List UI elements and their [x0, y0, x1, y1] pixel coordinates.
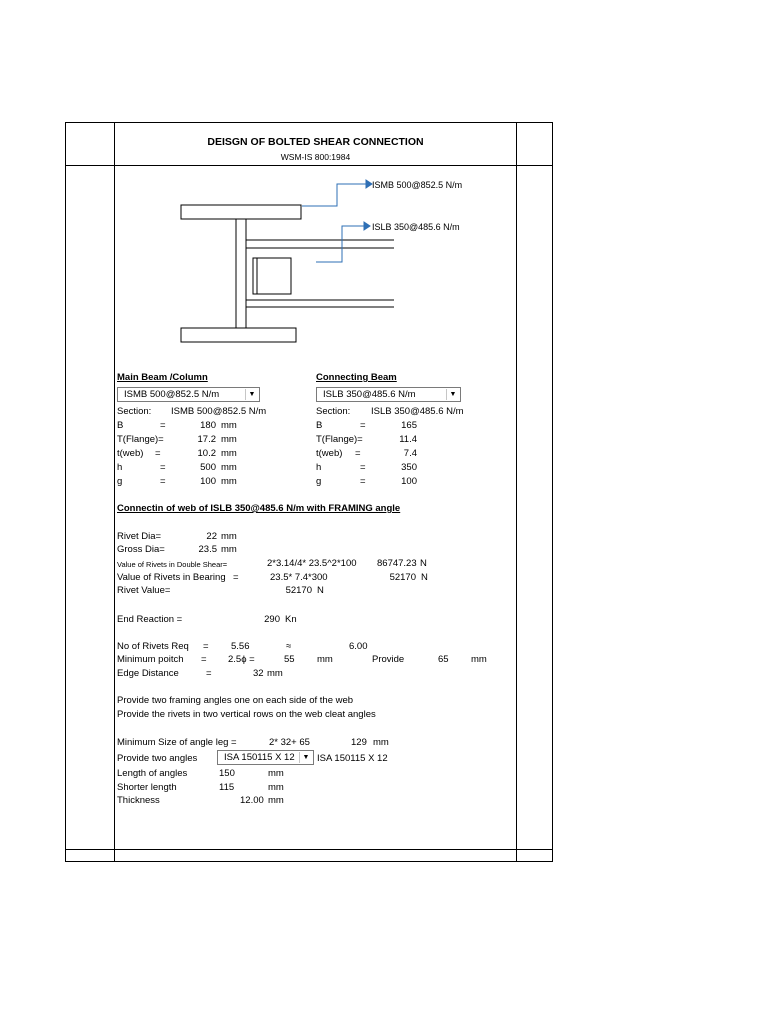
- conn-row-eq: =: [355, 448, 361, 459]
- pitch-formula: 2.5ϕ =: [228, 654, 255, 665]
- min-leg-formula: 2* 32+ 65: [269, 737, 310, 748]
- edge-value: 32: [253, 668, 264, 679]
- main-beam-heading: Main Beam /Column: [117, 372, 208, 383]
- conn-row-label: B: [316, 420, 323, 431]
- conn-row-label: T(Flange)=: [316, 434, 363, 445]
- connecting-beam-heading: Connecting Beam: [316, 372, 397, 383]
- main-row-label: T(Flange)=: [117, 434, 164, 445]
- conn-row-value: 100: [401, 476, 417, 487]
- main-row-unit: mm: [221, 476, 237, 487]
- min-leg-label: Minimum Size of angle leg =: [117, 737, 237, 748]
- bearing-formula: 23.5* 7.4*300: [270, 572, 328, 583]
- end-reaction-value: 290: [264, 614, 280, 625]
- connecting-beam-select[interactable]: [316, 387, 461, 402]
- main-row-eq: =: [155, 448, 161, 459]
- shorter-label: Shorter length: [117, 782, 177, 793]
- bearing-unit: N: [421, 572, 428, 583]
- shorter-value: 115: [219, 782, 235, 793]
- page-title: DEISGN OF BOLTED SHEAR CONNECTION: [207, 136, 424, 148]
- thickness-unit: mm: [268, 795, 284, 806]
- thickness-value: 12.00: [240, 795, 264, 806]
- main-row-unit: mm: [221, 434, 237, 445]
- angle-select[interactable]: [217, 750, 314, 765]
- conn-row-value: 165: [401, 420, 417, 431]
- gross-dia-value: 23.5: [198, 544, 217, 555]
- gross-dia-label: Gross Dia=: [117, 544, 165, 555]
- double-shear-unit: N: [420, 558, 427, 569]
- conn-row-value: 350: [401, 462, 417, 473]
- main-row-value: 500: [200, 462, 216, 473]
- main-row-unit: mm: [221, 448, 237, 459]
- bearing-eq: =: [233, 572, 239, 583]
- main-row-value: 100: [200, 476, 216, 487]
- pitch-eq: =: [201, 654, 207, 665]
- main-row-unit: mm: [221, 420, 237, 431]
- main-row-eq: =: [160, 476, 166, 487]
- conn-row-label: g: [316, 476, 322, 487]
- chevron-down-icon[interactable]: ▼: [299, 752, 312, 763]
- main-row-value: 180: [200, 420, 216, 431]
- rivet-dia-unit: mm: [221, 531, 237, 542]
- no-rivets-rounded: 6.00: [349, 641, 368, 652]
- main-beam-top-flange: [181, 205, 301, 219]
- no-rivets-value: 5.56: [231, 641, 250, 652]
- conn-section-value: ISLB 350@485.6 N/m: [371, 406, 464, 417]
- main-row-value: 17.2: [197, 434, 216, 445]
- conn-row-label: h: [316, 462, 322, 473]
- main-row-unit: mm: [221, 462, 237, 473]
- double-shear-formula: 2*3.14/4* 23.5^2*100: [267, 558, 357, 569]
- double-shear-value: 86747.23: [377, 558, 417, 569]
- main-section-label: Section:: [117, 406, 152, 417]
- page-subtitle: WSM-IS 800:1984: [280, 152, 351, 162]
- provide-value: 65: [438, 654, 449, 665]
- leader-line-main: [302, 184, 366, 206]
- double-shear-label: Value of Rivets in Double Shear=: [117, 560, 228, 569]
- length-value: 150: [219, 768, 235, 779]
- pitch-value: 55: [284, 654, 295, 665]
- main-beam-select-value: ISMB 500@852.5 N/m: [124, 389, 220, 400]
- no-rivets-label: No of Rivets Req: [117, 641, 189, 652]
- length-label: Length of angles: [117, 768, 188, 779]
- no-rivets-eq: =: [203, 641, 209, 652]
- pitch-label: Minimum poitch: [117, 654, 184, 665]
- arrow-head-connecting: [364, 222, 370, 230]
- end-reaction-label: End Reaction =: [117, 614, 183, 625]
- conn-row-value: 7.4: [403, 448, 417, 459]
- connection-heading: Connectin of web of ISLB 350@485.6 N/m with FRAMING angle: [117, 503, 401, 514]
- min-leg-unit: mm: [373, 737, 389, 748]
- rivet-value-unit: N: [317, 585, 324, 596]
- provide-angles-label: Provide two angles: [117, 753, 198, 764]
- chevron-down-icon[interactable]: ▼: [446, 389, 459, 400]
- rivet-dia-value: 22: [206, 531, 217, 542]
- note-rivet-rows: Provide the rivets in two vertical rows on the web cleat angles: [117, 709, 376, 720]
- label-connecting-beam: ISLB 350@485.6 N/m: [372, 222, 460, 232]
- gross-dia-unit: mm: [221, 544, 237, 555]
- main-row-eq: =: [160, 420, 166, 431]
- main-row-eq: =: [160, 462, 166, 473]
- bearing-value: 52170: [389, 572, 416, 583]
- conn-row-value: 11.4: [399, 434, 417, 445]
- angle-value: ISA 150115 X 12: [317, 753, 388, 764]
- conn-row-eq: =: [360, 476, 366, 487]
- approx-symbol: ≈: [286, 641, 292, 652]
- main-row-label: B: [117, 420, 124, 431]
- rivet-dia-label: Rivet Dia=: [117, 531, 162, 542]
- rivet-value: 52170: [285, 585, 312, 596]
- end-reaction-unit: Kn: [285, 614, 297, 625]
- conn-row-eq: =: [360, 462, 366, 473]
- edge-label: Edge Distance: [117, 668, 179, 679]
- min-leg-value: 129: [351, 737, 367, 748]
- conn-row-label: t(web): [316, 448, 343, 459]
- note-framing-angles: Provide two framing angles one on each side of the web: [117, 695, 354, 706]
- chevron-down-icon[interactable]: ▼: [245, 389, 258, 400]
- shorter-unit: mm: [268, 782, 284, 793]
- length-unit: mm: [268, 768, 284, 779]
- edge-eq: =: [206, 668, 212, 679]
- provide-unit: mm: [471, 654, 487, 665]
- main-row-value: 10.2: [197, 448, 216, 459]
- main-row-label: t(web): [117, 448, 144, 459]
- thickness-label: Thickness: [117, 795, 160, 806]
- main-beam-select[interactable]: [117, 387, 260, 402]
- provide-label: Provide: [372, 654, 405, 665]
- main-row-label: g: [117, 476, 123, 487]
- leader-line-connecting: [316, 226, 364, 262]
- main-beam-bottom-flange: [181, 328, 296, 342]
- edge-unit: mm: [267, 668, 283, 679]
- rivet-value-label: Rivet Value=: [117, 585, 171, 596]
- cleat-angle: [253, 258, 291, 294]
- bearing-label: Value of Rivets in Bearing: [117, 572, 226, 583]
- conn-section-label: Section:: [316, 406, 351, 417]
- pitch-unit: mm: [317, 654, 333, 665]
- main-row-label: h: [117, 462, 123, 473]
- angle-select-value: ISA 150115 X 12: [224, 752, 295, 763]
- connecting-beam-select-value: ISLB 350@485.6 N/m: [323, 389, 416, 400]
- label-main-beam: ISMB 500@852.5 N/m: [372, 180, 463, 190]
- conn-row-eq: =: [360, 420, 366, 431]
- main-section-value: ISMB 500@852.5 N/m: [171, 406, 267, 417]
